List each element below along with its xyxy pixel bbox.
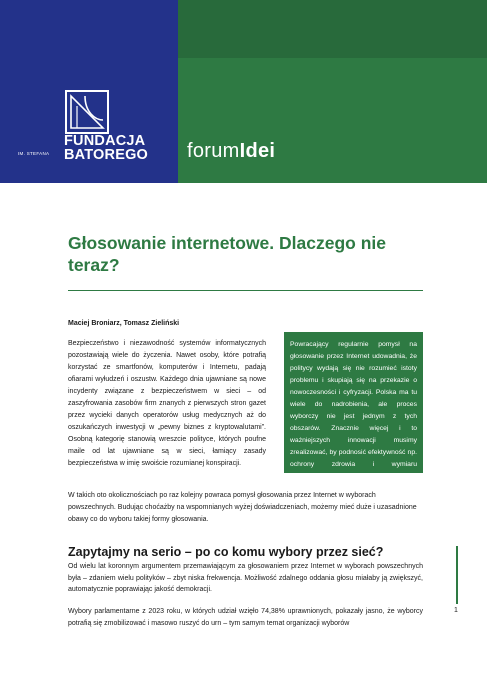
paragraph-3: Wybory parlamentarne z 2023 roku, w których udział wzięło 74,38% uprawnionych, pokazały jasno, że wyborcy potrafią się zmobilizować i masowo ruszyć do urn – tym samym temat organizacji wyborów (68, 608, 423, 627)
margin-bar (456, 546, 458, 604)
forum-bold: Idei (239, 140, 276, 162)
section-heading: Zapytajmy na serio – po co komu wybory przez sieć? (68, 545, 384, 559)
forum-light: forum (187, 140, 240, 162)
logo-subtext: IM. STEFANA (18, 151, 50, 156)
logo-wordmark (64, 134, 148, 162)
article-title: Głosowanie internetowe. Dlaczego nie teraz? (68, 233, 386, 275)
logo-line2: BATOREGO (64, 147, 149, 163)
batory-foundation-logo-icon (65, 90, 109, 134)
authors: Maciej Broniarz, Tomasz Zieliński (68, 320, 180, 327)
title-divider (68, 290, 423, 291)
forum-idei-wordmark (187, 140, 275, 163)
paragraph-1: W takich oto okolicznościach po raz kolejny powraca pomysł głosowania przez Internet w wyborach powszechnych. Budując choćażby na wspomnianych wyżej doświadczeniach, możemy mieć duże i uzasadnione obawy co do wyboru takiej formy głosowania. (68, 492, 417, 523)
header-right-band (178, 0, 487, 58)
paragraph-2: Od wielu lat koronnym argumentem przemawiającym za głosowaniem przez Internet w wyborach powszechnych była – zdaniem wielu polityków – zbyt niska frekwencja. Możliwość zdalnego oddania głosu miałaby ją zwiększyć, automatycznie poprawiając jakość demokracji. (68, 563, 423, 593)
page-number: 1 (454, 607, 458, 614)
intro-column: Bezpieczeństwo i niezawodność systemów informatycznych pozostawiają wiele do życzenia. Nawet osoby, które potrafią korzystać ze smartfonów, komputerów i Internetu, padają ofiarami wyłudzeń i oszustw. Każdego dnia ujawniane są nowe incydenty związane z bezpieczeństwem w sieci – od zaszyfrowania zasobów firm znanych z pierwszych stron gazet przez wycieki danych operatorów usług medycznych aż do oszukańczych inwestycji w „pewny biznes z kryptowalutami”. Osobną kategorię stanowią wreszcie polityce, których poufne maile od lat ujawniane są w sieci, łamiący zasady bezpieczeństwa w imię swoiście rozumianej konspiracji. (68, 340, 266, 467)
highlight-box (284, 332, 423, 480)
highlight-box-text: Powracający regularnie pomysł na głosowanie przez Internet udowadnia, że politycy wydają się nie rozumieć istoty problemu i skupiają się na przekazie o nowoczesności i cyfryzacji. Polska ma tu wiele do nadrobienia, ale proces wyborczy nie jest jednym z tych obszarów. Znacznie więcej i to ważniejszych innowacji musimy zrealizować, by podnosić efektywność np. ochrony zdrowia i wymiaru sprawiedliwości. (290, 341, 417, 480)
logo-line1: FUNDACJA (64, 133, 146, 149)
